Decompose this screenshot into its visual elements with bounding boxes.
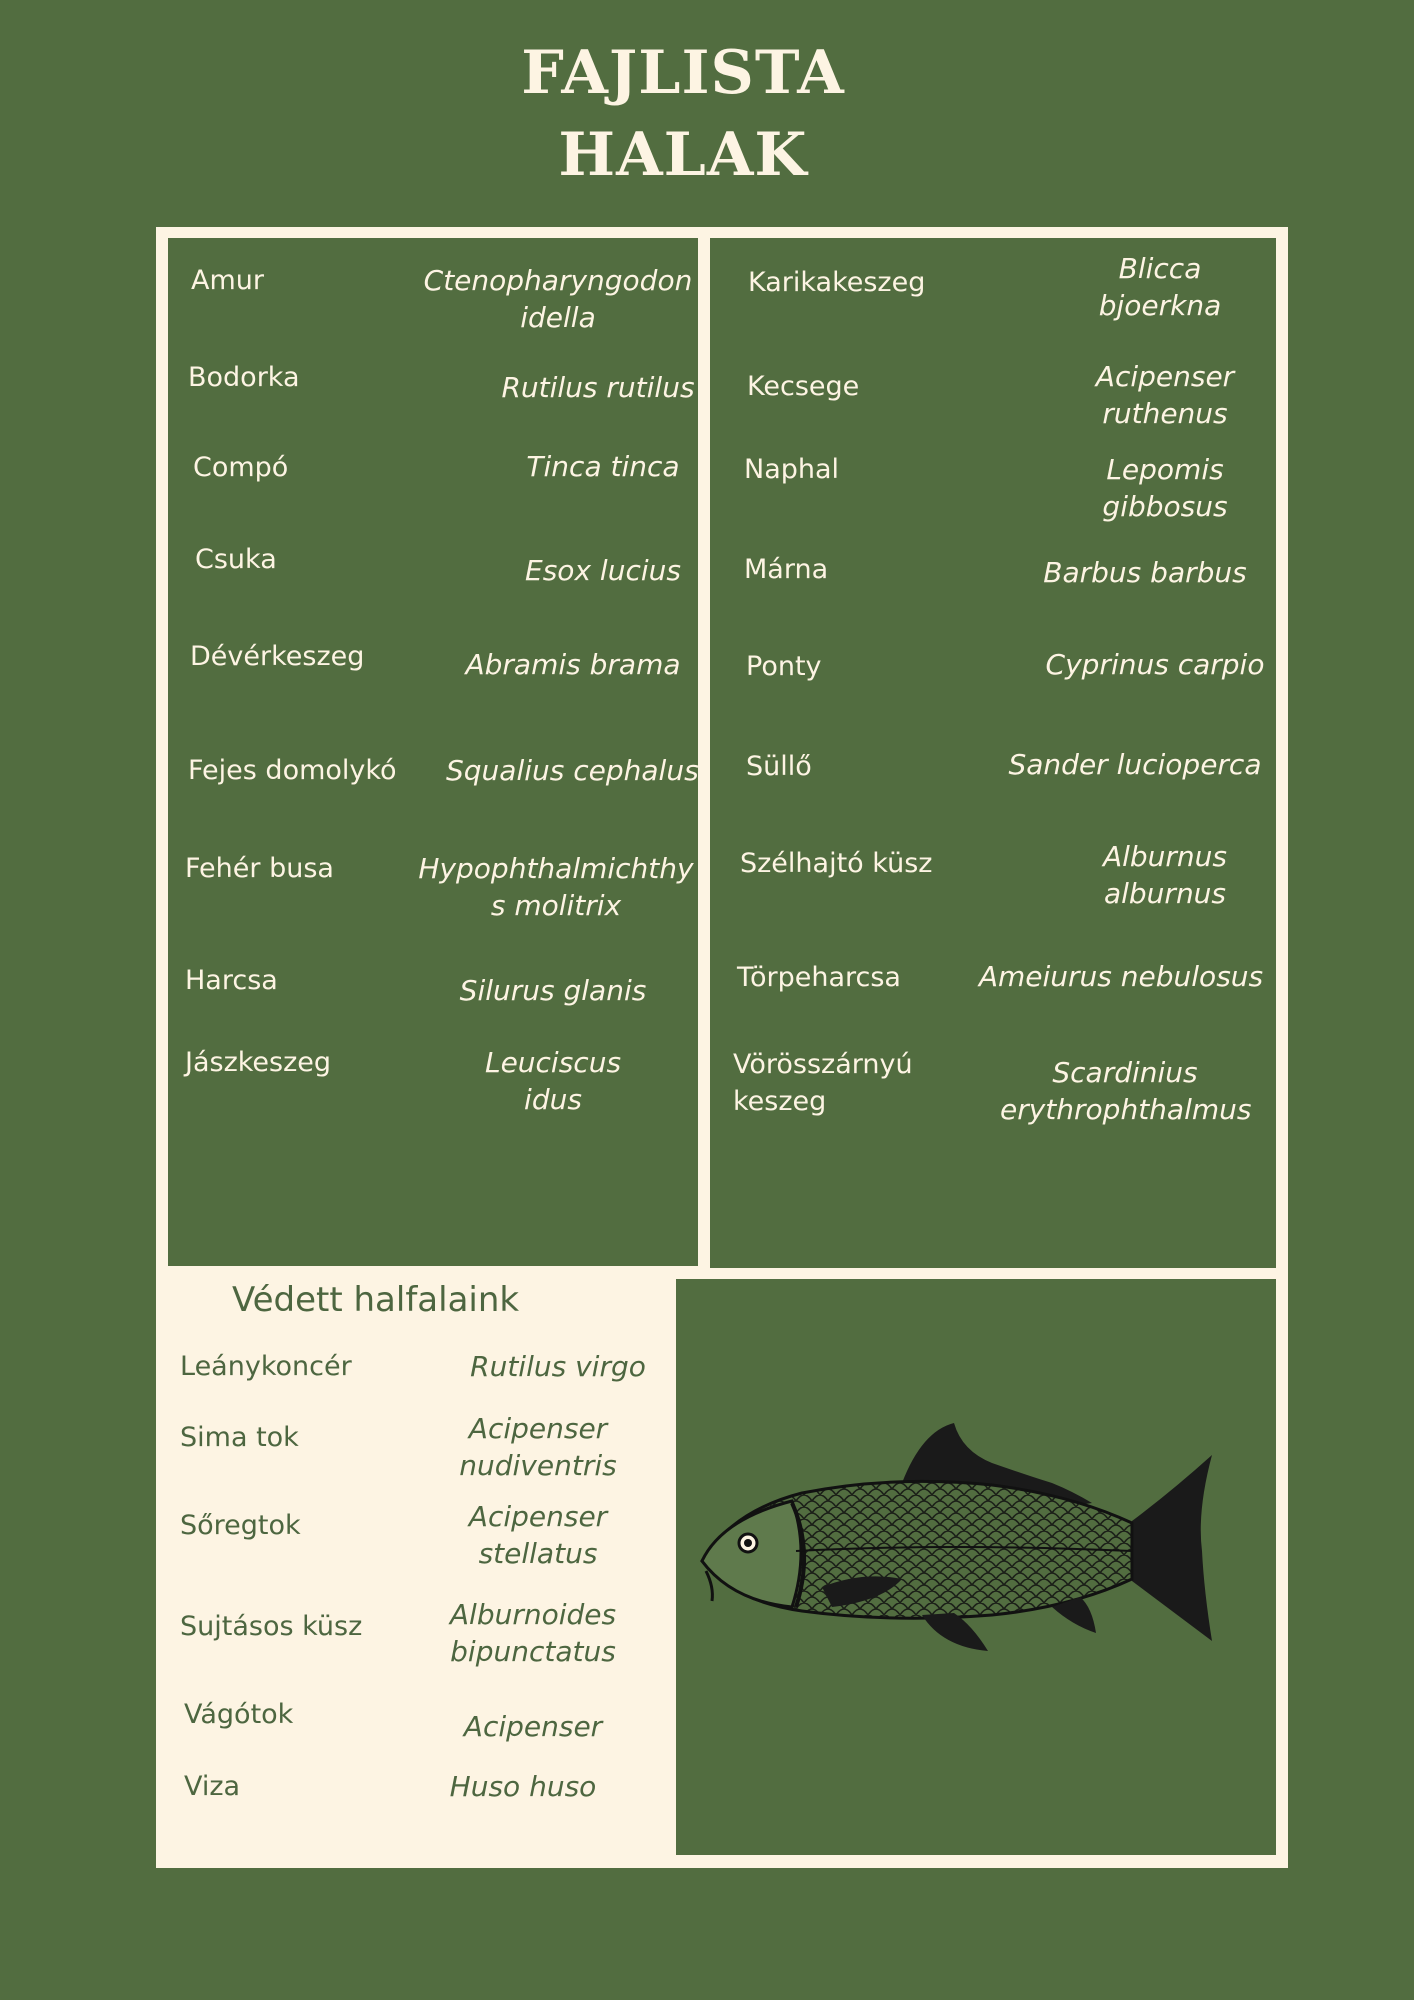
common-name: Leánykoncér <box>180 1351 352 1382</box>
scientific-name: Rutilus rutilus <box>501 371 695 404</box>
scientific-name: Silurus glanis <box>459 974 647 1007</box>
fish-illustration-panel <box>676 1279 1276 1855</box>
common-name: Fejes domolykó <box>188 755 397 786</box>
common-name: Compó <box>193 452 289 483</box>
common-name: Ponty <box>746 651 822 682</box>
scientific-name: Leuciscus idus <box>484 1046 622 1116</box>
scientific-name: Barbus barbus <box>1043 556 1247 589</box>
common-name: Dévérkeszeg <box>190 641 365 672</box>
scientific-name: Tinca tinca <box>526 450 680 483</box>
scientific-name: Huso huso <box>449 1770 597 1803</box>
common-name: Karikakeszeg <box>748 267 926 298</box>
scientific-name: Sander lucioperca <box>1008 748 1262 781</box>
scientific-name: Ctenopharyngodon idella <box>423 264 693 334</box>
scientific-name: Acipenser stellatus <box>468 1500 608 1570</box>
common-name: Viza <box>184 1771 241 1802</box>
scientific-name: Acipenser <box>463 1710 603 1743</box>
scientific-name: Rutilus virgo <box>470 1350 646 1383</box>
scientific-name: Blicca bjoerkna <box>1098 252 1222 322</box>
common-name: Vágótok <box>184 1699 294 1730</box>
common-name: Sima tok <box>180 1422 299 1453</box>
common-name: Törpeharcsa <box>737 962 901 993</box>
common-name: Vörösszárnyú keszeg <box>733 1049 913 1117</box>
scientific-name: Lepomis gibbosus <box>1102 453 1228 523</box>
common-name: Márna <box>744 554 829 585</box>
carp-fish-icon <box>692 1411 1232 1681</box>
scientific-name: Acipenser ruthenus <box>1095 360 1235 430</box>
common-name: Sőregtok <box>180 1510 301 1541</box>
common-name: Harcsa <box>185 965 278 996</box>
title-line-2: HALAK <box>558 120 808 190</box>
protected-section-title: Védett halfalaink <box>232 1280 520 1320</box>
page-title <box>0 32 1366 196</box>
common-name: Csuka <box>195 544 277 575</box>
scientific-name: Alburnus alburnus <box>1102 840 1228 910</box>
scientific-name: Cyprinus carpio <box>1045 648 1265 681</box>
common-name: Bodorka <box>188 362 300 393</box>
scientific-name: Abramis brama <box>465 648 681 681</box>
scientific-name: Hypophthalmichthy s molitrix <box>418 852 694 922</box>
common-name: Kecsege <box>747 371 860 402</box>
species-list-right <box>710 238 1276 1268</box>
common-name: Fehér busa <box>185 853 334 884</box>
species-list-left <box>168 238 698 1266</box>
common-name: Szélhajtó küsz <box>740 848 933 879</box>
common-name: Amur <box>191 265 264 296</box>
scientific-name: Scardinius erythrophthalmus <box>1000 1056 1252 1126</box>
common-name: Süllő <box>746 751 812 782</box>
scientific-name: Acipenser nudiventris <box>459 1412 617 1482</box>
title-line-1: FAJLISTA <box>521 38 845 108</box>
common-name: Jászkeszeg <box>185 1047 332 1078</box>
protected-species-section <box>168 1276 668 1856</box>
scientific-name: Alburnoides bipunctatus <box>449 1598 617 1668</box>
scientific-name: Ameiurus nebulosus <box>978 960 1264 993</box>
scientific-name: Squalius cephalus <box>446 754 699 787</box>
common-name: Sujtásos küsz <box>180 1611 363 1642</box>
scientific-name: Esox lucius <box>525 554 681 587</box>
common-name: Naphal <box>744 454 840 485</box>
